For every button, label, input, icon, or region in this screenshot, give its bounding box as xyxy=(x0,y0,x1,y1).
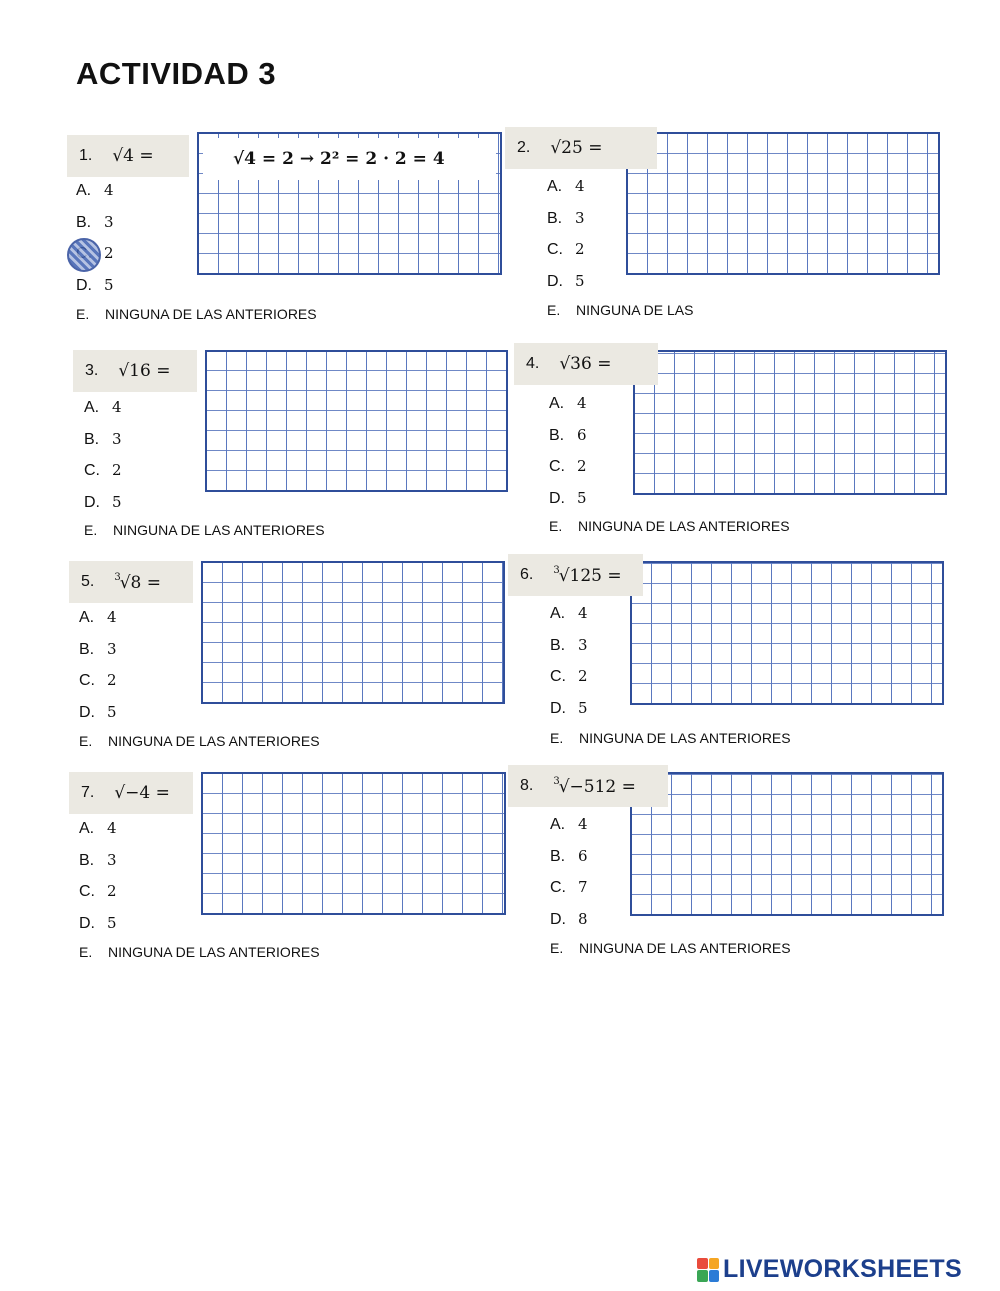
option-letter: B. xyxy=(550,636,566,654)
option-e[interactable] xyxy=(84,522,325,538)
option-a[interactable] xyxy=(84,398,122,417)
option-letter: D. xyxy=(79,914,95,932)
option-b[interactable] xyxy=(79,640,117,659)
option-value: 4 xyxy=(578,604,588,622)
option-letter: B. xyxy=(76,213,92,231)
option-c[interactable] xyxy=(79,882,117,901)
option-letter: E. xyxy=(79,944,93,960)
option-value: NINGUNA DE LAS ANTERIORES xyxy=(579,940,791,956)
option-value: 3 xyxy=(107,850,117,869)
option-letter: C. xyxy=(79,883,95,900)
expression-text: √−512 = xyxy=(558,776,636,797)
option-value: 6 xyxy=(577,425,587,444)
option-value: 2 xyxy=(577,457,587,475)
option-e[interactable] xyxy=(79,944,320,960)
option-letter: B. xyxy=(79,851,95,869)
expression-text: √25 = xyxy=(550,138,603,158)
option-value: 4 xyxy=(104,181,114,199)
option-value: 4 xyxy=(112,398,122,416)
option-a[interactable] xyxy=(76,181,114,200)
option-letter: B. xyxy=(84,430,100,448)
question-4-header xyxy=(514,343,658,385)
question-8-header xyxy=(508,765,668,807)
option-letter: C. xyxy=(84,462,100,479)
option-e[interactable] xyxy=(550,940,791,956)
option-letter: C. xyxy=(550,668,566,685)
expression-text: √8 = xyxy=(119,572,162,593)
expression-text: √−4 = xyxy=(114,783,170,803)
question-expression xyxy=(112,146,153,166)
option-value: 5 xyxy=(577,488,587,507)
option-letter: D. xyxy=(550,910,566,928)
option-value: 8 xyxy=(578,909,588,928)
option-value: 7 xyxy=(578,878,588,896)
option-a[interactable] xyxy=(549,394,587,413)
option-letter: E. xyxy=(547,302,561,318)
brand-logo-icon xyxy=(697,1258,719,1282)
option-letter: B. xyxy=(79,640,95,658)
option-value: NINGUNA DE LAS ANTERIORES xyxy=(105,306,317,322)
work-grid-4[interactable] xyxy=(633,350,947,495)
option-letter: D. xyxy=(547,272,563,290)
expression-text: √36 = xyxy=(559,354,612,374)
option-letter: E. xyxy=(84,522,98,538)
option-e[interactable] xyxy=(79,733,320,749)
option-value: NINGUNA DE LAS xyxy=(576,302,694,318)
option-value: 2 xyxy=(575,240,585,258)
question-7-header xyxy=(69,772,193,814)
option-value: 2 xyxy=(107,671,117,689)
option-d[interactable] xyxy=(76,276,114,295)
option-a[interactable] xyxy=(79,819,117,838)
option-b[interactable] xyxy=(547,209,585,228)
option-letter: E. xyxy=(549,518,563,534)
option-value: 4 xyxy=(578,815,588,833)
question-expression xyxy=(118,361,170,381)
option-d[interactable] xyxy=(547,272,585,291)
page-title: ACTIVIDAD 3 xyxy=(76,56,277,91)
question-expression xyxy=(114,572,161,593)
root-index: 3 xyxy=(553,775,560,787)
option-value: 5 xyxy=(575,271,585,290)
option-value: NINGUNA DE LAS ANTERIORES xyxy=(578,518,790,534)
option-value: NINGUNA DE LAS ANTERIORES xyxy=(113,522,325,538)
option-value: 3 xyxy=(107,639,117,658)
option-letter: A. xyxy=(549,395,565,412)
option-value: 4 xyxy=(575,177,585,195)
expression-text: √16 = xyxy=(118,361,171,381)
question-number: 8. xyxy=(520,777,534,794)
option-letter: C. xyxy=(549,458,565,475)
option-letter: E. xyxy=(76,306,90,322)
option-value: 4 xyxy=(107,608,117,626)
option-c[interactable] xyxy=(550,878,588,897)
root-index: 3 xyxy=(553,564,560,576)
brand-watermark xyxy=(697,1255,962,1284)
option-value: 2 xyxy=(578,667,588,685)
option-value: NINGUNA DE LAS ANTERIORES xyxy=(108,944,320,960)
question-number: 6. xyxy=(520,566,534,583)
question-expression xyxy=(553,565,621,586)
question-1-header xyxy=(67,135,189,177)
option-b[interactable] xyxy=(76,213,114,232)
option-value: 5 xyxy=(104,275,114,294)
brand-name: LIVEWORKSHEETS xyxy=(723,1255,962,1283)
question-number: 1. xyxy=(79,147,93,164)
question-2-header xyxy=(505,127,657,169)
option-e[interactable] xyxy=(547,302,693,318)
question-expression xyxy=(553,776,636,797)
option-value: 5 xyxy=(112,492,122,511)
option-letter: D. xyxy=(84,493,100,511)
option-value: 6 xyxy=(578,846,588,865)
work-grid-3[interactable] xyxy=(205,350,508,492)
selected-answer-mark[interactable] xyxy=(67,238,101,272)
option-d[interactable] xyxy=(550,910,588,929)
option-value: NINGUNA DE LAS ANTERIORES xyxy=(579,730,791,746)
option-value: 5 xyxy=(107,702,117,721)
option-a[interactable] xyxy=(79,608,117,627)
option-b[interactable] xyxy=(79,851,117,870)
option-value: 2 xyxy=(112,461,122,479)
option-b[interactable] xyxy=(84,430,122,449)
option-value: 5 xyxy=(578,698,588,717)
option-value: 3 xyxy=(575,208,585,227)
question-number: 3. xyxy=(85,362,99,379)
work-grid-6[interactable] xyxy=(630,561,944,705)
option-value: 2 xyxy=(104,244,114,262)
option-letter: A. xyxy=(547,178,563,195)
option-d[interactable] xyxy=(549,489,587,508)
option-letter: A. xyxy=(76,182,92,199)
option-letter: C. xyxy=(550,879,566,896)
option-value: NINGUNA DE LAS ANTERIORES xyxy=(108,733,320,749)
option-letter: A. xyxy=(550,605,566,622)
option-d[interactable] xyxy=(550,699,588,718)
option-letter: D. xyxy=(549,489,565,507)
option-b[interactable] xyxy=(549,426,587,445)
root-index: 3 xyxy=(114,571,121,583)
question-3-header xyxy=(73,350,197,392)
option-letter: A. xyxy=(79,609,95,626)
option-letter: D. xyxy=(550,699,566,717)
work-grid-2[interactable] xyxy=(626,132,940,275)
option-d[interactable] xyxy=(79,703,117,722)
question-expression xyxy=(114,783,170,803)
option-c[interactable] xyxy=(547,240,585,259)
work-grid-8[interactable] xyxy=(630,772,944,916)
option-letter: A. xyxy=(79,820,95,837)
expression-text: √4 = xyxy=(112,146,154,166)
option-e[interactable] xyxy=(550,730,791,746)
option-value: 4 xyxy=(107,819,117,837)
worked-solution: √4 = 2 → 2² = 2 · 2 = 4 xyxy=(203,138,496,180)
question-number: 5. xyxy=(81,573,95,590)
option-d[interactable] xyxy=(79,914,117,933)
option-letter: B. xyxy=(549,426,565,444)
option-c[interactable] xyxy=(549,457,587,476)
option-letter: B. xyxy=(550,847,566,865)
option-b[interactable] xyxy=(550,636,588,655)
option-value: 4 xyxy=(577,394,587,412)
option-value: 3 xyxy=(112,429,122,448)
option-a[interactable] xyxy=(550,815,588,834)
option-letter: C. xyxy=(79,672,95,689)
option-value: 3 xyxy=(104,212,114,231)
question-expression xyxy=(550,138,602,158)
option-letter: E. xyxy=(550,730,564,746)
work-grid-1[interactable] xyxy=(197,132,502,275)
question-number: 7. xyxy=(81,784,95,801)
option-value: 3 xyxy=(578,635,588,654)
option-letter: A. xyxy=(84,399,100,416)
expression-text: √125 = xyxy=(558,565,622,586)
option-c[interactable] xyxy=(84,461,122,480)
option-e[interactable] xyxy=(549,518,790,534)
question-expression xyxy=(559,354,611,374)
option-b[interactable] xyxy=(550,847,588,866)
question-5-header xyxy=(69,561,193,603)
option-letter: C. xyxy=(547,241,563,258)
option-a[interactable] xyxy=(550,604,588,623)
question-number: 4. xyxy=(526,355,540,372)
option-letter: E. xyxy=(550,940,564,956)
option-c[interactable] xyxy=(79,671,117,690)
option-a[interactable] xyxy=(547,177,585,196)
question-6-header xyxy=(508,554,643,596)
option-value: 2 xyxy=(107,882,117,900)
option-letter: D. xyxy=(76,276,92,294)
option-d[interactable] xyxy=(84,493,122,512)
option-letter: D. xyxy=(79,703,95,721)
option-value: 5 xyxy=(107,913,117,932)
option-letter: E. xyxy=(79,733,93,749)
option-letter: B. xyxy=(547,209,563,227)
work-grid-7[interactable] xyxy=(201,772,506,915)
option-letter: A. xyxy=(550,816,566,833)
work-grid-5[interactable] xyxy=(201,561,505,704)
question-number: 2. xyxy=(517,139,531,156)
option-c[interactable] xyxy=(550,667,588,686)
option-e[interactable] xyxy=(76,306,317,322)
